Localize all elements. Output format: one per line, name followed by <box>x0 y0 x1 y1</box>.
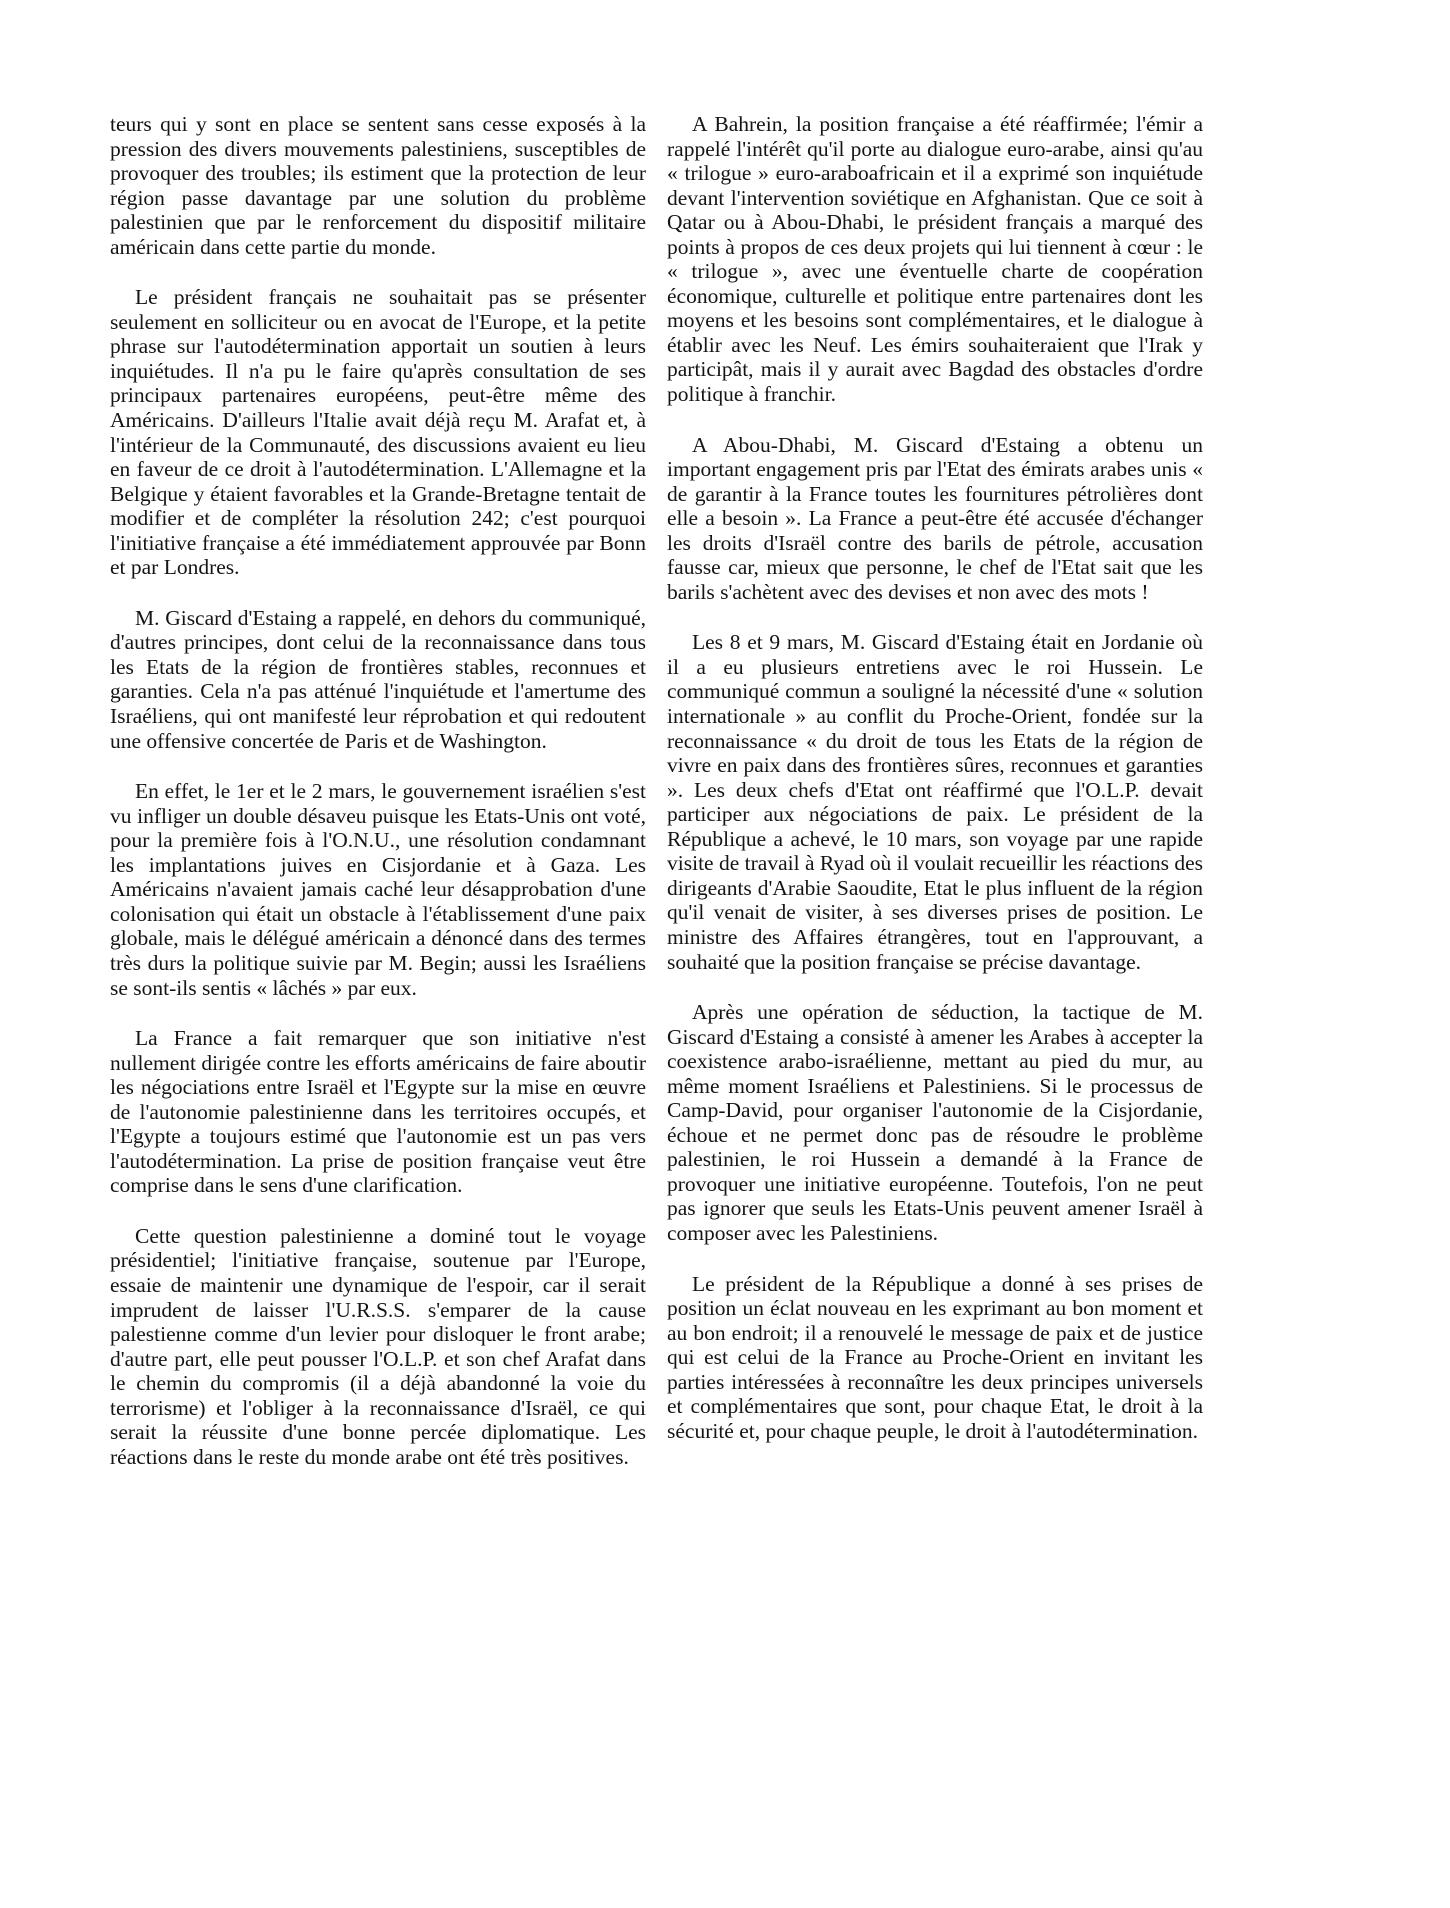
left-column <box>110 112 646 1495</box>
paragraph: Les 8 et 9 mars, M. Giscard d'Estaing était en Jordanie où il a eu plusieurs entretiens avec le roi Hussein. Le communiqué commun a souligné la nécessité d'une « solution internationale » au conflit du Proche-Orient, fondée sur la reconnaissance « du droit de tous les Etats de la région de vivre en paix dans des frontières sûres, reconnues et garanties ». Les deux chefs d'Etat ont réaffirmé que l'O.L.P. devait participer aux négociations de paix. Le président de la République a achevé, le 10 mars, son voyage par une rapide visite de travail à Ryad où il voulait recueillir les réactions des dirigeants d'Arabie Saoudite, Etat le plus influent de la région qu'il venait de visiter, à ses diverses prises de position. Le ministre des Affaires étrangères, tout en l'approuvant, a souhaité que la position française se précise davantage. <box>667 630 1203 974</box>
paragraph: teurs qui y sont en place se sentent sans cesse exposés à la pression des divers mouvements palestiniens, susceptibles de provoquer des troubles; ils estiment que la protection de leur région passe davantage par une solution du problème palestinien que par le renforcement du dispositif militaire américain dans cette partie du monde. <box>110 112 646 259</box>
paragraph: A Bahrein, la position française a été réaffirmée; l'émir a rappelé l'intérêt qu'il porte au dialogue euro-arabe, ainsi qu'au « trilogue » euro-araboafricain et il a exprimé son inquiétude devant l'intervention soviétique en Afghanistan. Que ce soit à Qatar ou à Abou-Dhabi, le président français a marqué des points à propos de ces deux projets qui lui tiennent à cœur : le « trilogue », avec une éventuelle charte de coopération économique, culturelle et politique entre partenaires dont les moyens et les besoins sont complémentaires, et le dialogue à établir avec les Neuf. Les émirs souhaiteraient que l'Irak y participât, mais il y aurait avec Bagdad des obstacles d'ordre politique à franchir. <box>667 112 1203 407</box>
paragraph: Le président de la République a donné à ses prises de position un éclat nouveau en les exprimant au bon moment et au bon endroit; il a renouvelé le message de paix et de justice qui est celui de la France au Proche-Orient en invitant les parties intéressées à reconnaître les deux principes universels et complémentaires que sont, pour chaque Etat, le droit à la sécurité et, pour chaque peuple, le droit à l'autodétermination. <box>667 1271 1203 1443</box>
paragraph: A Abou-Dhabi, M. Giscard d'Estaing a obtenu un important engagement pris par l'Etat des émirats arabes unis « de garantir à la France toutes les fournitures pétrolières dont elle a besoin ». La France a peut-être été accusée d'échanger les droits d'Israël contre des barils de pétrole, accusation fausse car, mieux que personne, le chef de l'Etat sait que les barils s'achètent avec des devises et non avec des mots ! <box>667 432 1203 604</box>
right-column <box>667 112 1203 1469</box>
paragraph: Le président français ne souhaitait pas se présenter seulement en solliciteur ou en avocat de l'Europe, et la petite phrase sur l'autodétermination apportait un soutien à leurs inquiétudes. Il n'a pu le faire qu'après consultation de ses principaux partenaires européens, peut-être même des Américains. D'ailleurs l'Italie avait déjà reçu M. Arafat et, à l'intérieur de la Communauté, des discussions avaient eu lieu en faveur de ce droit à l'autodétermination. L'Allemagne et la Belgique y étaient favorables et la Grande-Bretagne tentait de modifier et de compléter la résolution 242; c'est pourquoi l'initiative française a été immédiatement approuvée par Bonn et par Londres. <box>110 285 646 580</box>
paragraph: En effet, le 1er et le 2 mars, le gouvernement israélien s'est vu infliger un double désaveu puisque les Etats-Unis ont voté, pour la première fois à l'O.N.U., une résolution condamnant les implantations juives en Cisjordanie et à Gaza. Les Américains n'avaient jamais caché leur désapprobation d'une colonisation qui était un obstacle à l'établissement d'une paix globale, mais le délégué américain a dénoncé dans des termes très durs la politique suivie par M. Begin; aussi les Israéliens se sont-ils sentis « lâchés » par eux. <box>110 779 646 1000</box>
paragraph: Cette question palestinienne a dominé tout le voyage présidentiel; l'initiative française, soutenue par l'Europe, essaie de maintenir une dynamique de l'espoir, car il serait imprudent de laisser l'U.R.S.S. s'emparer de la cause palestienne comme d'un levier pour disloquer le front arabe; d'autre part, elle peut pousser l'O.L.P. et son chef Arafat dans le chemin du compromis (il a déjà abandonné la voie du terrorisme) et l'obliger à la reconnaissance d'Israël, ce qui serait la réussite d'une bonne percée diplomatique. Les réactions dans le reste du monde arabe ont été très positives. <box>110 1223 646 1469</box>
paragraph: La France a fait remarquer que son initiative n'est nullement dirigée contre les efforts américains de faire aboutir les négociations entre Israël et l'Egypte sur la mise en œuvre de l'autonomie palestinienne dans les territoires occupés, et l'Egypte a toujours estimé que l'autonomie est un pas vers l'autodétermination. La prise de position française veut être comprise dans le sens d'une clarification. <box>110 1026 646 1198</box>
paragraph: Après une opération de séduction, la tactique de M. Giscard d'Estaing a consisté à amener les Arabes à accepter la coexistence arabo-israélienne, mettant au pied du mur, au même moment Israéliens et Palestiniens. Si le processus de Camp-David, pour organiser l'autonomie de la Cisjordanie, échoue et ne permet donc pas de résoudre le problème palestinien, le roi Hussein a demandé à la France de provoquer une initiative européenne. Toutefois, l'on ne peut pas ignorer que seuls les Etats-Unis peuvent amener Israël à composer avec les Palestiniens. <box>667 1000 1203 1245</box>
paragraph: M. Giscard d'Estaing a rappelé, en dehors du communiqué, d'autres principes, dont celui de la reconnaissance dans tous les Etats de la région de frontières stables, reconnues et garanties. Cela n'a pas atténué l'inquiétude et l'amertume des Israéliens, qui ont manifesté leur réprobation et qui redoutent une offensive concertée de Paris et de Washington. <box>110 605 646 753</box>
